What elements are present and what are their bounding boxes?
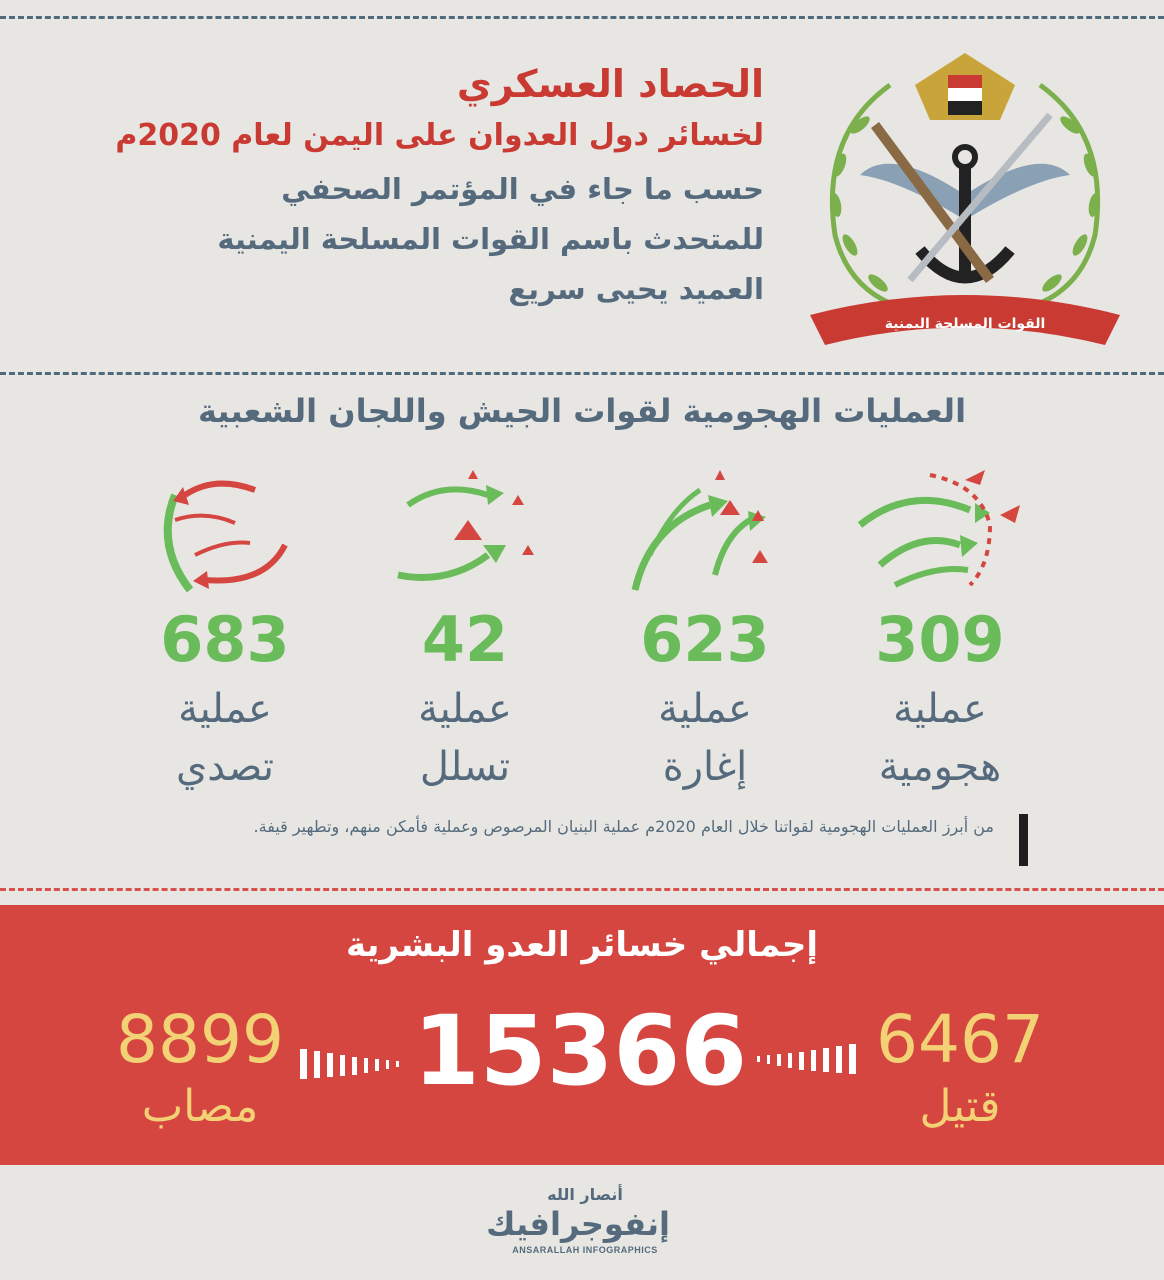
stat-type: إغارة <box>662 744 748 790</box>
stat-label: عملية <box>418 686 512 732</box>
stat-offensive <box>825 600 1055 796</box>
stat-counter <box>110 600 340 796</box>
logo-line-2: إنفوجرافيك <box>486 1205 670 1243</box>
red-divider <box>0 888 1164 891</box>
wounded-number: 8899 <box>116 1001 284 1078</box>
note-accent-bar <box>1019 814 1028 866</box>
stat-number: 683 <box>160 603 290 676</box>
operations-title: العمليات الهجومية لقوات الجيش واللجان الشعبية <box>197 392 967 430</box>
header-line-3: العميد يحيى سريع <box>508 272 764 306</box>
raid-arrows-icon <box>620 465 810 595</box>
stat-raid <box>590 600 820 796</box>
stat-type: تسلل <box>419 744 511 790</box>
page-title: الحصاد العسكري <box>456 62 764 106</box>
stat-infiltration <box>350 600 580 796</box>
killed-number: 6467 <box>876 1001 1044 1078</box>
counter-arrows-icon <box>145 465 335 595</box>
stat-label: عملية <box>893 686 987 732</box>
stat-label: عملية <box>178 686 272 732</box>
wounded-label: مصاب <box>141 1081 259 1132</box>
killed-stat <box>840 1000 1080 1134</box>
stat-type: تصدي <box>175 744 275 790</box>
emblem-ribbon-text: القوات المسلحة اليمنية <box>884 316 1046 332</box>
wounded-stat <box>80 1000 320 1134</box>
ansarallah-infographics-logo <box>486 1185 670 1270</box>
stat-type: هجومية <box>878 744 1002 790</box>
stat-label: عملية <box>658 686 752 732</box>
infiltration-arrows-icon <box>388 465 578 595</box>
header-line-2: للمتحدث باسم القوات المسلحة اليمنية <box>217 222 764 256</box>
total-losses: 15366 <box>413 995 747 1107</box>
stat-number: 309 <box>875 603 1005 676</box>
header-text <box>64 60 764 314</box>
stat-number: 42 <box>421 603 509 676</box>
logo-line-1: أنصار الله <box>547 1185 623 1204</box>
stat-number: 623 <box>640 603 770 676</box>
operations-note: من أبرز العمليات الهجومية لقواتنا خلال العام 2020م عملية البنيان المرصوص وعملية فأمكن منهم، وتطهير قيفة. <box>253 817 994 836</box>
offensive-arrows-icon <box>850 465 1040 595</box>
armed-forces-emblem-icon <box>800 45 1130 345</box>
header-line-1: حسب ما جاء في المؤتمر الصحفي <box>281 172 764 206</box>
page-subtitle: لخسائر دول العدوان على اليمن لعام 2020م <box>115 118 764 153</box>
top-divider <box>0 16 1164 19</box>
killed-label: قتيل <box>919 1081 1001 1132</box>
section-divider <box>0 372 1164 375</box>
logo-line-3: ANSARALLAH INFOGRAPHICS <box>512 1245 658 1255</box>
losses-title: إجمالي خسائر العدو البشرية <box>346 925 818 965</box>
